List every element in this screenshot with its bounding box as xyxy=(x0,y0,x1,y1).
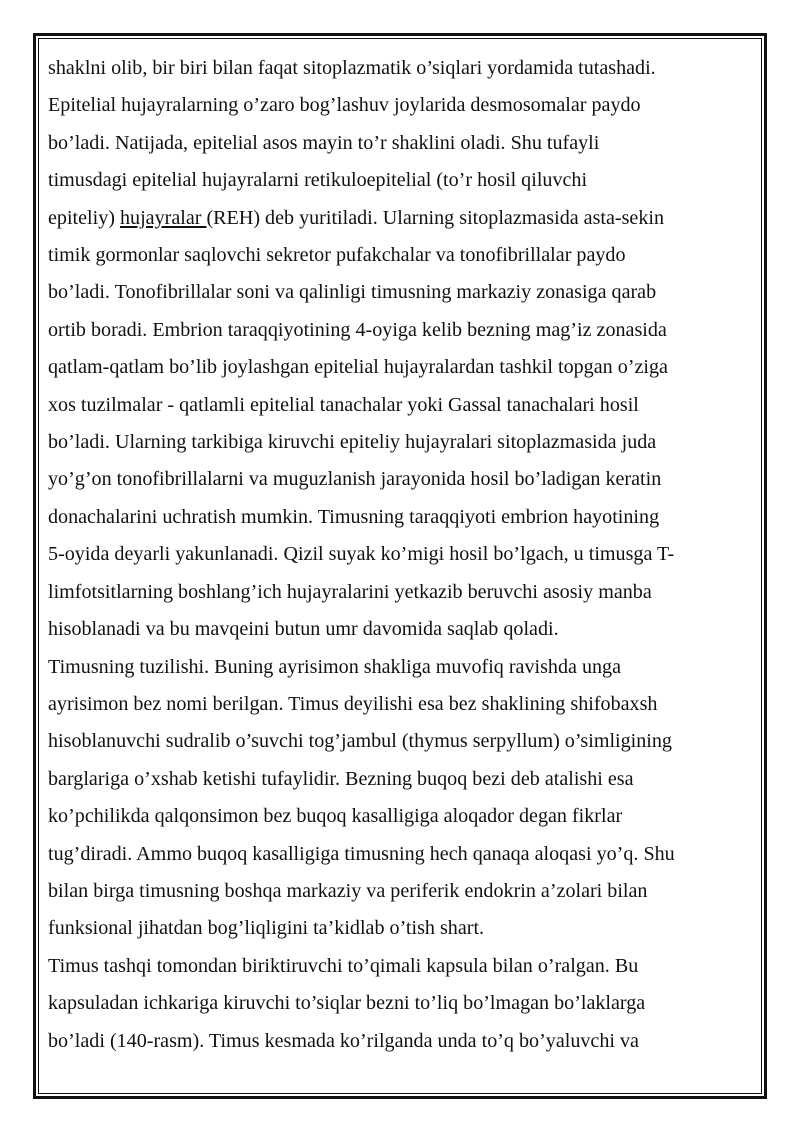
hyperlink-hujayralar[interactable]: hujayralar xyxy=(119,206,207,229)
text-line: bo’ladi. Ularning tarkibiga kiruvchi epiteliy hujayralari sitoplazmasida juda xyxy=(48,431,657,454)
text-line: hisoblanadi va bu mavqeini butun umr davomida saqlab qoladi. xyxy=(48,618,559,641)
text-line: donachalarini uchratish mumkin. Timusning taraqqiyoti embrion hayotining xyxy=(48,505,660,528)
text-line: xos tuzilmalar - qatlamli epitelial tanachalar yoki Gassal tanachalari hosil xyxy=(48,393,639,416)
text-line: limfotsitlarning boshlang’ich hujayralarini yetkazib beruvchi asosiy manba xyxy=(48,580,652,603)
text-line: tug’diradi. Ammo buqoq kasalligiga timusning hech qanaqa aloqasi yo’q. Shu xyxy=(48,842,675,865)
text-line: yo’g’on tonofibrillalarni va muguzlanish jarayonida hosil bo’ladigan keratin xyxy=(48,468,662,491)
text-line: timik gormonlar saqlovchi sekretor pufakchalar va tonofibrillalar paydo xyxy=(48,244,626,267)
text-fragment: (REH) deb yuritiladi. Ularning sitoplazmasida asta-sekin xyxy=(206,206,665,229)
text-line: bo’ladi. Tonofibrillalar soni va qalinligi timusning markaziy zonasiga qarab xyxy=(48,281,657,304)
text-line: qatlam-qatlam bo’lib joylashgan epitelial hujayralardan tashkil topgan o’ziga xyxy=(48,356,668,379)
text-line: funksional jihatdan bog’liqligini ta’kidlab o’tish shart. xyxy=(48,917,485,940)
text-line: ortib boradi. Embrion taraqqiyotining 4-oyiga kelib bezning mag’iz zonasida xyxy=(48,318,667,341)
text-line: bo’ladi. Natijada, epitelial asos mayin to’r shaklini oladi. Shu tufayli xyxy=(48,131,600,154)
text-line: barglariga o’xshab ketishi tufaylidir. Bezning buqoq bezi deb atalishi esa xyxy=(48,767,634,790)
text-fragment: epiteliy) xyxy=(48,206,120,229)
text-line: ko’pchilikda qalqonsimon bez buqoq kasalligiga aloqador degan fikrlar xyxy=(48,805,623,828)
text-line: ayrisimon bez nomi berilgan. Timus deyilishi esa bez shaklining shifobaxsh xyxy=(48,692,658,715)
text-line: Epitelial hujayralarning o’zaro bog’lashuv joylarida desmosomalar paydo xyxy=(48,94,641,117)
text-line: bilan birga timusning boshqa markaziy va periferik endokrin a’zolari bilan xyxy=(48,879,648,902)
text-line: timusdagi epitelial hujayralarni retikuloepitelial (to’r hosil qiluvchi xyxy=(48,169,588,192)
document-body xyxy=(48,50,728,1060)
text-line: bo’ladi (140-rasm). Timus kesmada ko’rilganda unda to’q bo’yaluvchi va xyxy=(48,1029,639,1052)
text-line-with-link xyxy=(48,200,728,237)
text-line: hisoblanuvchi sudralib o’suvchi tog’jambul (thymus serpyllum) o’simligining xyxy=(48,730,672,753)
text-line: Timus tashqi tomondan biriktiruvchi to’qimali kapsula bilan o’ralgan. Bu xyxy=(48,954,639,977)
text-line: 5-oyida deyarli yakunlanadi. Qizil suyak ko’migi hosil bo’lgach, u timusga T- xyxy=(48,543,675,566)
text-line: kapsuladan ichkariga kiruvchi to’siqlar bezni to’liq bo’lmagan bo’laklarga xyxy=(48,992,646,1015)
text-line: shaklni olib, bir biri bilan faqat sitoplazmatik o’siqlari yordamida tutashadi. xyxy=(48,57,656,79)
text-line: Timusning tuzilishi. Buning ayrisimon shakliga muvofiq ravishda unga xyxy=(48,655,622,678)
